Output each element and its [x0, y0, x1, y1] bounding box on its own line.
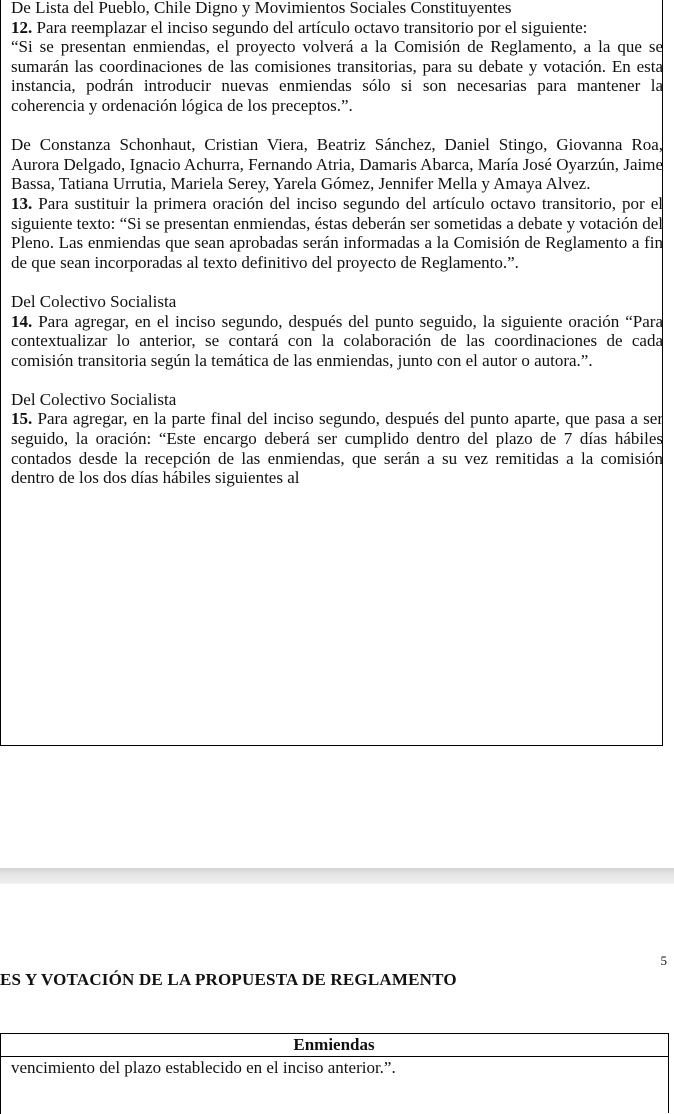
proposer-line: De Lista del Pueblo, Chile Digno y Movimientos Sociales Constituyentes	[11, 0, 512, 17]
proposer-line: De Constanza Schonhaut, Cristian Viera, Beatriz Sánchez, Daniel Stingo, Giovanna Roa, Aurora Delgado, Ignacio Achurra, Fernando Atria, Damaris Abarca, María José Oyarzún, Jaime Bassa, Tatiana Urrutia, Mariela Serey, Yarela Gómez, Jennifer Mella y Amaya Alvez.	[11, 135, 663, 194]
amendment-15: 15. Para agregar, en la parte final del inciso segundo, después del punto aparte, que pasa a ser seguido, la oración: “Este encargo deberá ser cumplido dentro del plazo de 7 días hábiles contados desde la recepción de las enmiendas, que serán a su vez remitidas a la comisión dentro de los dos días hábiles siguientes al	[11, 409, 663, 488]
page-bottom-margin	[0, 748, 674, 868]
amendment-14: 14. Para agregar, en el inciso segundo, después del punto seguido, la siguiente oración “Para contextualizar lo anterior, se contará con la colaboración de las coordinaciones de cada comisión transitoria según la temática de las enmiendas, junto con el autor o autora.”.	[11, 311, 663, 370]
amendment-number: 13.	[11, 193, 33, 213]
paragraph-gap	[11, 116, 663, 136]
proposer-line: Del Colectivo Socialista	[11, 291, 177, 311]
amendment-12: 12. Para reemplazar el inciso segundo del artículo octavo transitorio por el siguiente:	[11, 17, 588, 37]
page-number: 5	[660, 953, 667, 968]
proposer-line: Del Colectivo Socialista	[11, 389, 177, 409]
table-header: Enmiendas	[0, 1034, 668, 1057]
table-left-border	[0, 1034, 1, 1114]
amendment-12-quote: “Si se presentan enmiendas, el proyecto volverá a la Comisión de Reglamento, a la que se sumarán las coordinaciones de las comisiones transitorias, para su debate y votación. En esta instancia, podrán introducir nuevas enmiendas sólo si son necesarias para mantener la coherencia y ordenación lógica de los preceptos.”.	[11, 37, 663, 115]
page-separator	[0, 868, 674, 884]
page-2	[0, 884, 674, 1095]
amendments-table	[0, 1033, 669, 1113]
paragraph-gap	[11, 272, 663, 292]
amendment-13: 13. Para sustituir la primera oración del inciso segundo del artículo octavo transitorio, por el siguiente texto: “Si se presentan enmiendas, éstas deberán ser sometidas a debate y votación del Pleno. Las enmiendas que sean aprobadas serán informadas a la Comisión de Reglamento a fin de que sean incorporadas al texto definitivo del proyecto de Reglamento.”.	[11, 193, 663, 272]
amendment-number: 12.	[11, 17, 33, 37]
section-heading: ES Y VOTACIÓN DE LA PROPUESTA DE REGLAMENTO	[0, 970, 457, 989]
paragraph-gap	[11, 370, 663, 390]
table-row: vencimiento del plazo establecido en el inciso anterior.”.	[11, 1058, 396, 1077]
amendment-number: 15.	[11, 409, 33, 429]
amendment-number: 14.	[11, 311, 33, 331]
amendments-text	[11, 0, 663, 488]
